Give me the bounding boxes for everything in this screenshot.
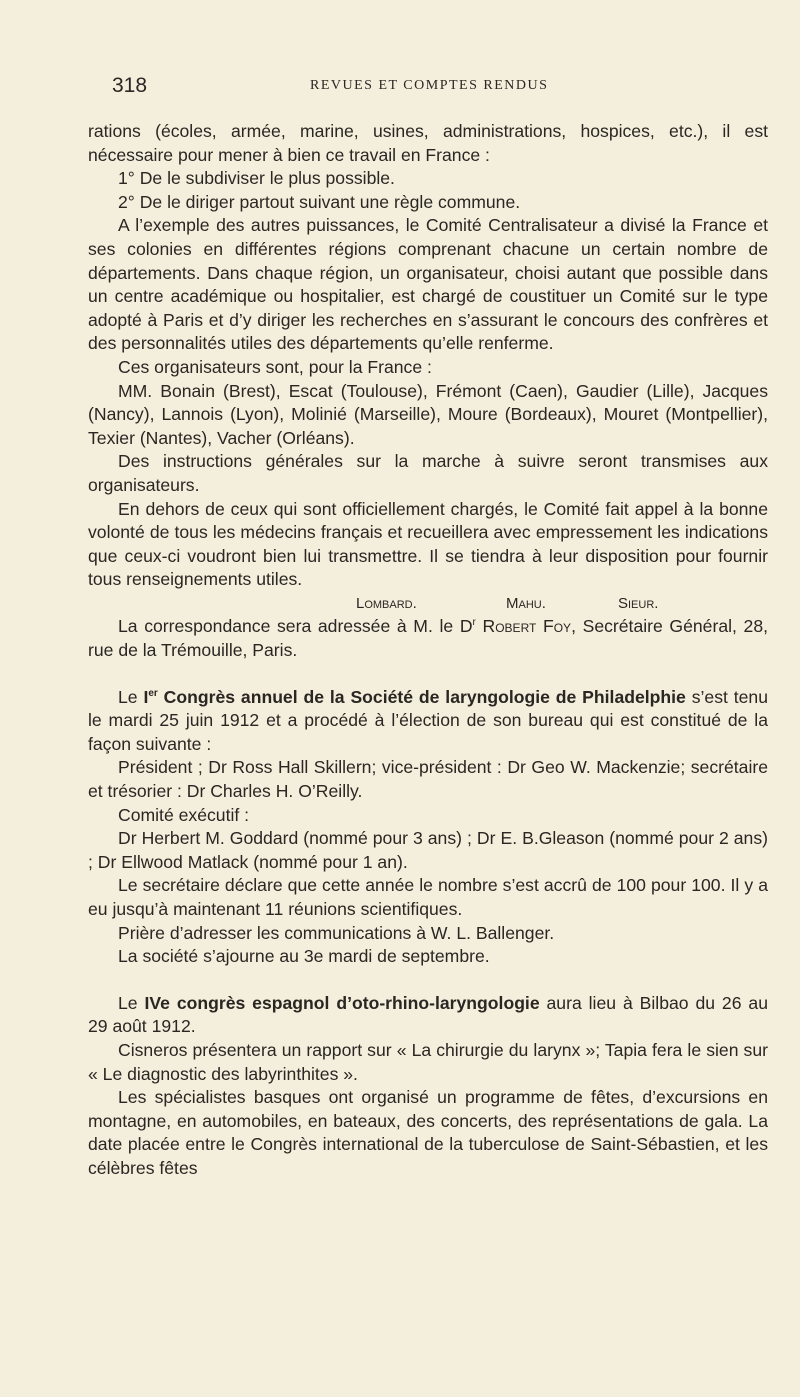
- paragraph: Des instructions générales sur la marche à suivre seront transmises aux organisateurs.: [88, 451, 768, 495]
- superscript: er: [148, 687, 158, 699]
- paragraph: En dehors de ceux qui sont officiellement chargés, le Comité fait appel à la bonne volonté de tous les médecins français et recueillera avec empressement les indications que ceux-ci voudront bien lui transmettre. Il se tiendra à leur disposition pour fournir tous renseignements utiles.: [88, 498, 768, 590]
- paragraph: [88, 992, 768, 1039]
- text-span: Le: [118, 686, 144, 707]
- paragraph: Comité exécutif :: [118, 804, 250, 825]
- paragraph: 2° De le diriger partout suivant une règle commune.: [118, 191, 521, 212]
- paragraph: MM. Bonain (Brest), Escat (Toulouse), Frémont (Caen), Gaudier (Lille), Jacques (Nancy), Lannois (Lyon), Molinié (Marseille), Moure (Bordeaux), Mouret (Montpellier), Texier (Nantes), Vacher (Orléans).: [88, 380, 768, 448]
- paragraph: Cisneros présentera un rapport sur « La chirurgie du larynx »; Tapia fera le sien sur « Le diagnostic des labyrinthites ».: [88, 1039, 768, 1084]
- page-number: 318: [112, 74, 148, 97]
- section-spacer: [88, 969, 768, 992]
- signature: Mahu.: [506, 594, 546, 612]
- paragraph: Dr Herbert M. Goddard (nommé pour 3 ans) ; Dr E. B.Gleason (nommé pour 2 ans) ; Dr Ellwood Matlack (nommé pour 1 an).: [88, 828, 768, 872]
- section-title-text: Congrès annuel de la Société de laryngologie de Philadelphie: [157, 686, 686, 707]
- section-title: IVe congrès espagnol d’oto-rhino-laryngologie: [144, 992, 540, 1013]
- signature-line: [88, 592, 768, 616]
- paragraph: La société s’ajourne au 3e mardi de septembre.: [118, 946, 490, 967]
- running-head: REVUES ET COMPTES RENDUS: [310, 78, 549, 93]
- person-name: Robert Foy: [482, 616, 572, 637]
- paragraph: [88, 615, 768, 662]
- paragraph: Les spécialistes basques ont organisé un programme de fêtes, d’excursions en montagne, en automobiles, en bateaux, des concerts, des représentations de gala. La date placée entre le Congrès international de la tuberculose de Saint-Sébastien, et les célèbres fêtes: [88, 1087, 768, 1178]
- page-header: [88, 74, 768, 108]
- paragraph: Ces organisateurs sont, pour la France :: [118, 356, 432, 377]
- paragraph: Prière d’adresser les communications à W. L. Ballenger.: [118, 922, 555, 943]
- paragraph: 1° De le subdiviser le plus possible.: [118, 168, 395, 189]
- paragraph: Le secrétaire déclare que cette année le nombre s’est accrû de 100 pour 100. Il y a eu jusqu’à maintenant 11 réunions scientifiques.: [88, 875, 768, 919]
- signature: Sieur.: [618, 594, 659, 612]
- text-span: La correspondance sera adressée à M. le D: [118, 616, 473, 637]
- paragraph: Président ; Dr Ross Hall Skillern; vice-président : Dr Geo W. Mackenzie; secrétaire et trésorier : Dr Charles H. O’Reilly.: [88, 757, 768, 802]
- section-title: [143, 687, 685, 707]
- text-span: aura lieu à Bilbao du 26 au 29 août 1912.: [88, 992, 768, 1037]
- section-spacer: [88, 663, 768, 686]
- text-span: Le: [118, 992, 145, 1013]
- paragraph: A l’exemple des autres puissances, le Comité Centralisateur a divisé la France et ses colonies en différentes régions comprenant chacune un certain nombre de départements. Dans chaque région, un organisateur, choisi autant que possible dans un centre académique ou hospitalier, est chargé de coustituer un Comité sur le type adopté à Paris et d’y diriger les recherches en s’assurant le concours des confrères et des personnalités utiles des départements qu’elle renferme.: [88, 215, 768, 354]
- paragraph: rations (écoles, armée, marine, usines, administrations, hospices, etc.), il est nécessaire pour mener à bien ce travail en France :: [88, 121, 768, 165]
- text-span: s’est tenu le mardi 25 juin 1912 et a procédé à l’élection de son bureau qui est constitué de la façon suivante :: [88, 686, 768, 754]
- text-span: , Secrétaire Général, 28, rue de la Trémouille, Paris.: [88, 616, 768, 661]
- article-body: [88, 120, 768, 1181]
- superscript: r: [472, 617, 476, 629]
- signature: Lombard.: [356, 594, 417, 612]
- paragraph: [88, 686, 768, 757]
- ordinal: I: [143, 686, 149, 707]
